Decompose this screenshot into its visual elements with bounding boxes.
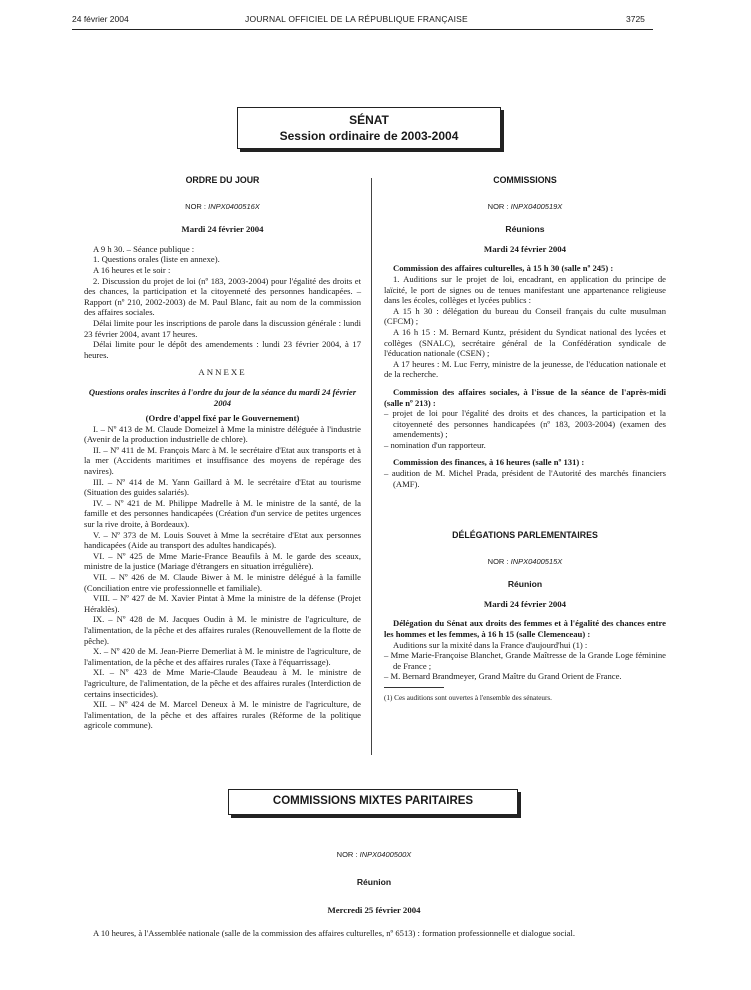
commission-title: Commission des finances, à 16 heures (salle nº 131) : bbox=[393, 457, 585, 468]
commissions-column bbox=[384, 175, 666, 489]
header-date: 24 février 2004 bbox=[72, 14, 129, 24]
annexe-heading: ANNEXE bbox=[198, 367, 247, 378]
agenda-line: Délai limite pour les inscriptions de parole dans la discussion générale : lundi 23 février 2004, avant 17 heures. bbox=[84, 317, 361, 339]
session-date: Mardi 24 février 2004 bbox=[483, 598, 567, 609]
cmp-line: A 10 heures, à l'Assemblée nationale (salle de la commission des affaires culturelles, nº 6513) : formation professionnelle et dialogue social. bbox=[93, 927, 576, 938]
question-item: III. – Nº 414 de M. Yann Gaillard à M. le secrétaire d'Etat au tourisme (Situation des guides salariés). bbox=[84, 476, 361, 498]
nor-value: INPX0400516X bbox=[208, 201, 260, 211]
nor-label: NOR : bbox=[185, 201, 207, 211]
nor-value: INPX0400519X bbox=[510, 201, 563, 211]
question-item: IX. – Nº 428 de M. Jacques Oudin à M. le ministre de l'agriculture, de l'alimentation, de la pêche et des affaires rurales (Renouvellement de la flotte de pêche). bbox=[84, 614, 361, 646]
session-date: Mardi 24 février 2004 bbox=[181, 224, 264, 235]
page-number: 3725 bbox=[626, 14, 645, 24]
senat-title-box bbox=[237, 107, 501, 149]
question-item: VIII. – Nº 427 de M. Xavier Pintat à Mme la ministre de la défense (Projet Héraklès). bbox=[84, 593, 361, 614]
nor-label: NOR : bbox=[487, 201, 509, 211]
senat-title: SÉNAT bbox=[349, 113, 389, 127]
commission-line: A 15 h 30 : délégation du bureau du Conseil français du culte musulman (CFCM) ; bbox=[384, 305, 666, 327]
delegation-title: Délégation du Sénat aux droits des femmes et à l'égalité des chances entre les hommes et les femmes, à 16 h 15 (salle Clemenceau) : bbox=[384, 618, 666, 639]
question-item: VI. – Nº 425 de Mme Marie-France Beaufils à M. le garde des sceaux, ministre de la justice (Mariage d'étrangers en situation irrégulière). bbox=[84, 550, 361, 572]
ordre-du-jour-column bbox=[84, 175, 361, 731]
question-item: II. – Nº 411 de M. François Marc à M. le secrétaire d'Etat aux transports et à la mer (Accidents maritimes et insuffisance des moyens de repérage des navires). bbox=[84, 444, 361, 477]
ordre-appel: (Ordre d'appel fixé par le Gouvernement) bbox=[145, 413, 300, 424]
question-item: V. – Nº 373 de M. Louis Souvet à Mme la secrétaire d'Etat aux personnes handicapées (Aide au transport des adultes handicapés). bbox=[84, 529, 361, 551]
reunion-heading: Réunion bbox=[356, 876, 392, 887]
question-item: XI. – Nº 423 de Mme Marie-Claude Beaudeau à M. le ministre de l'agriculture, de l'alimentation, de la pêche et des affaires rurales (Interdiction de certains insecticides). bbox=[84, 667, 361, 699]
commission-line: – nomination d'un rapporteur. bbox=[384, 439, 486, 450]
delegation-intro: Auditions sur la mixité dans la France d'aujourd'hui (1) : bbox=[393, 639, 588, 650]
cmp-section bbox=[84, 850, 664, 938]
session-date: Mercredi 25 février 2004 bbox=[327, 905, 421, 916]
ordre-du-jour-heading: ORDRE DU JOUR bbox=[185, 175, 260, 185]
commission-title: Commission des affaires sociales, à l'issue de la séance de l'après-midi (salle nº 213) : bbox=[384, 386, 666, 408]
commission-line: A 17 heures : M. Luc Ferry, ministre de la jeunesse, de l'éducation nationale et de la recherche. bbox=[384, 358, 666, 380]
agenda-line: 2. Discussion du projet de loi (nº 183, 2003-2004) pour l'égalité des droits et des chances, la participation et la citoyenneté des personnes handicapées. – Rapport (nº 210, 2002-2003) de M. Paul Blanc, fait au nom de la commission des affaires sociales. bbox=[84, 275, 361, 318]
delegation-line: – Mme Marie-Françoise Blanchet, Grande Maîtresse de la Grande Loge féminine de France ; bbox=[384, 650, 666, 671]
nor-value: INPX0400515X bbox=[510, 556, 563, 566]
nor-line bbox=[384, 202, 666, 213]
agenda-line: Délai limite pour le dépôt des amendements : lundi 23 février 2004, à 17 heures. bbox=[84, 339, 361, 360]
reunions-heading: Réunions bbox=[505, 224, 545, 235]
header-rule bbox=[72, 29, 653, 30]
cmp-heading: COMMISSIONS MIXTES PARITAIRES bbox=[272, 795, 474, 807]
question-item: I. – Nº 413 de M. Claude Domeizel à Mme la ministre déléguée à l'industrie (Avenir de la production industrielle de chlore). bbox=[84, 423, 361, 445]
nor-line bbox=[84, 850, 664, 861]
commission-line: A 16 h 15 : M. Bernard Kuntz, président du Syndicat national des lycées et collèges (SNALC), secrétaire général de la Confédération syndicale de l'éducation nationale (CSEN) ; bbox=[384, 326, 666, 359]
footnote: (1) Ces auditions sont ouvertes à l'ensemble des sénateurs. bbox=[384, 693, 552, 702]
nor-label: NOR : bbox=[487, 556, 509, 566]
journal-title: JOURNAL OFFICIEL DE LA RÉPUBLIQUE FRANÇAISE bbox=[245, 14, 468, 24]
question-item: XII. – Nº 424 de M. Marcel Deneux à M. le ministre de l'agriculture, de l'alimentation, de la pêche et des affaires rurales (Réforme de la politique agricole commune). bbox=[84, 699, 361, 731]
column-divider bbox=[371, 178, 372, 755]
delegation-line: – M. Bernard Brandmeyer, Grand Maître du Grand Orient de France. bbox=[384, 671, 622, 682]
nor-line bbox=[84, 202, 361, 213]
commission-line: – audition de M. Michel Prada, président de l'Autorité des marchés financiers (AMF). bbox=[384, 468, 666, 489]
commission-title: Commission des affaires culturelles, à 15 h 30 (salle nº 245) : bbox=[393, 263, 614, 274]
delegations-heading: DÉLÉGATIONS PARLEMENTAIRES bbox=[452, 530, 598, 540]
questions-title: Questions orales inscrites à l'ordre du jour de la séance du mardi 24 février 2004 bbox=[88, 386, 357, 408]
commission-line: – projet de loi pour l'égalité des droits et des chances, la participation et la citoyenneté des personnes handicapées (nº 183, 2003-2004) (examen des amendements) ; bbox=[384, 408, 666, 440]
session-date: Mardi 24 février 2004 bbox=[483, 243, 567, 254]
footnote-rule bbox=[384, 687, 444, 688]
agenda-line: 1. Questions orales (liste en annexe). bbox=[93, 254, 220, 265]
nor-label: NOR : bbox=[336, 850, 358, 859]
agenda-line: A 16 heures et le soir : bbox=[93, 264, 171, 275]
nor-line bbox=[384, 557, 666, 568]
question-item: X. – Nº 420 de M. Jean-Pierre Demerliat à M. le ministre de l'agriculture, de l'alimentation, de la pêche et des affaires rurales (Taxe à l'équarrissage). bbox=[84, 646, 361, 667]
question-item: VII. – Nº 426 de M. Claude Biwer à M. le ministre délégué à la famille (Conciliation entre vie professionnelle et familiale). bbox=[84, 572, 361, 593]
agenda-line: A 9 h 30. – Séance publique : bbox=[93, 243, 195, 254]
nor-value: INPX0400500X bbox=[359, 850, 412, 859]
commission-line: 1. Auditions sur le projet de loi, encadrant, en application du principe de laïcité, le port de signes ou de tenues manifestant une appartenance religieuse dans les écoles, collèges et lycées publics : bbox=[384, 273, 666, 306]
reunion-heading: Réunion bbox=[507, 579, 543, 590]
question-item: IV. – Nº 421 de M. Philippe Madrelle à M. le ministre de la santé, de la famille et des personnes handicapées (Création d'un service de petites urgences sur la rive droite, à Bordeaux). bbox=[84, 497, 361, 530]
session-title: Session ordinaire de 2003-2004 bbox=[279, 129, 459, 143]
cmp-title-box bbox=[228, 789, 518, 815]
commissions-heading: COMMISSIONS bbox=[493, 175, 557, 185]
delegations-section bbox=[384, 530, 666, 704]
